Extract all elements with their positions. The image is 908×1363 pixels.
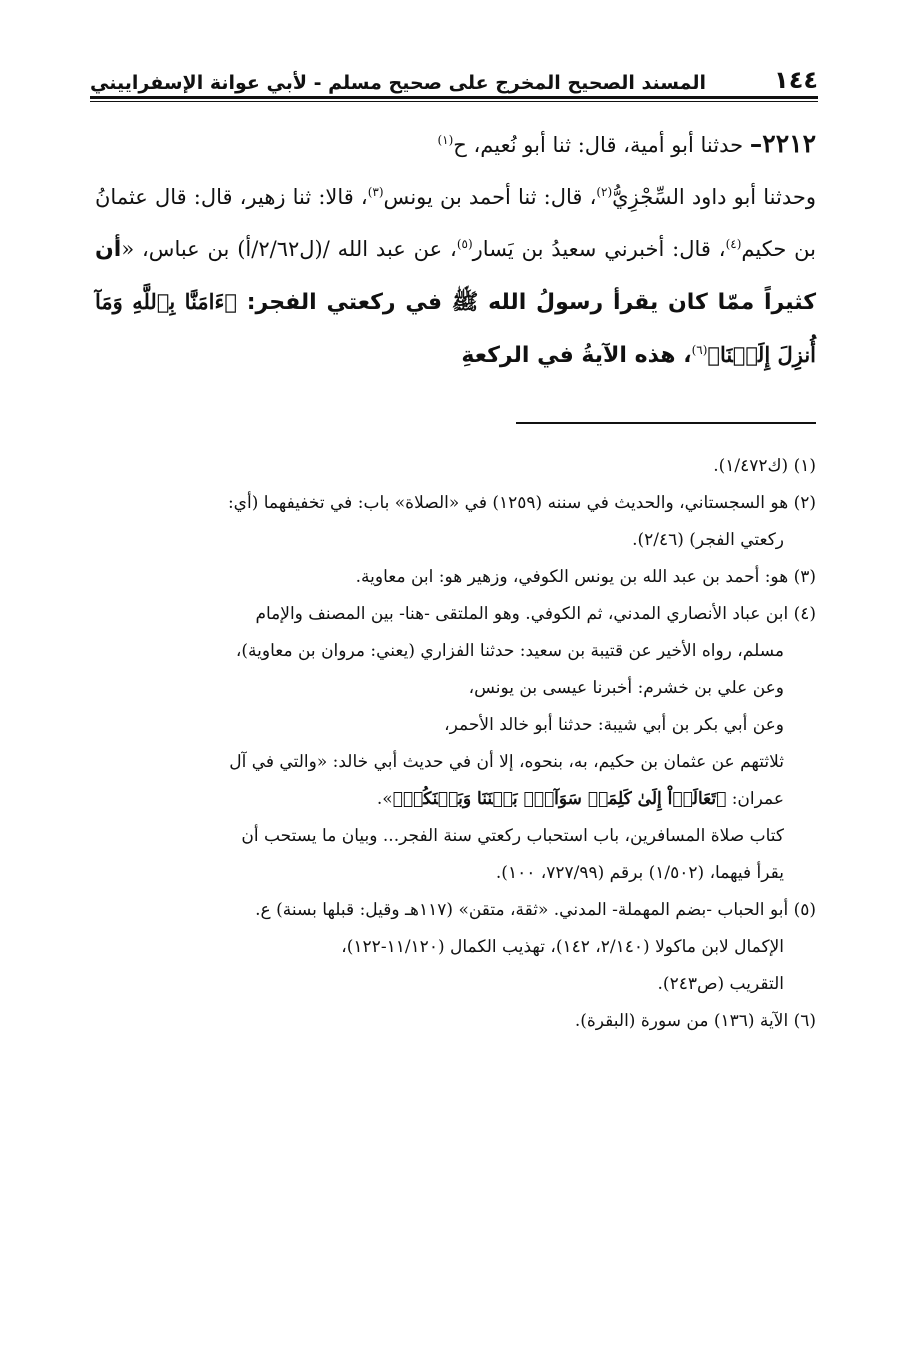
main-text: [95, 118, 816, 382]
footnote-5-line: الإكمال لابن ماكولا (٢/١٤٠، ١٤٢)، تهذيب الكمال (١١/١٢٠-١٢٢)،: [341, 937, 784, 957]
quran-quote: ﴿ءَامَنَّا بِٱللَّهِ وَمَآ أُنزِلَ إِلَيۡنَا﴾: [95, 289, 816, 367]
footnotes: [95, 448, 816, 1040]
hadith-text: [95, 171, 816, 382]
footnote-1: (١) (ك١/٤٧٢).: [713, 456, 816, 476]
page-number: ١٤٤: [774, 66, 818, 94]
footnote-ref-1: (١): [437, 133, 454, 147]
footnote-4-line: [95, 781, 816, 818]
running-title: المسند الصحيح المخرج على صحيح مسلم - لأبي عوانة الإسفراييني: [90, 72, 706, 94]
footnote-5: (٥) أبو الحباب -بضم المهملة- المدني. «ثقة، متقن» (١١٧هـ وقيل: قبلها بسنة) ع.: [255, 900, 816, 920]
footnote-4-line: ثلاثتهم عن عثمان بن حكيم، به، بنحوه، إلا أن في حديث أبي خالد: «والتي في آل: [229, 752, 784, 772]
footnote-ref-6: (٦): [691, 343, 708, 357]
footnote-ref-2: (٢): [596, 185, 613, 199]
footnote-ref-5: (٥): [456, 237, 473, 251]
footnote-ref-4: (٤): [725, 237, 742, 251]
footnote-4-line: كتاب صلاة المسافرين، باب استحباب ركعتي سنة الفجر... وبيان ما يستحب أن: [241, 826, 784, 846]
footnote-4-end: ».: [376, 789, 393, 809]
quran-quote: ﴿تَعَالَوۡاْ إِلَىٰ كَلِمَةٖ سَوَآءِۭ بَيۡنَنَا وَبَيۡنَكُمۡ﴾: [392, 789, 727, 809]
footnote-4-line: يقرأ فيهما، (١/٥٠٢) برقم (٧٢٧/٩٩، ١٠٠).: [495, 863, 784, 883]
footnote-3: (٣) هو: أحمد بن عبد الله بن يونس الكوفي، وزهير هو: ابن معاوية.: [355, 567, 816, 587]
footnote-2: (٢) هو السجستاني، والحديث في سننه (١٢٥٩) في «الصلاة» باب: في تخفيفهما (أي:: [227, 493, 816, 513]
isnad-segment: ، قال: أخبرني سعيدُ بن يَسار: [472, 237, 726, 261]
footnote-4-label: عمران:: [726, 789, 784, 809]
footnote-6: (٦) الآية (١٣٦) من سورة (البقرة).: [574, 1011, 816, 1031]
footnote-ref-3: (٣): [367, 185, 384, 199]
hadith-number: ٢٢١٢–: [749, 129, 816, 158]
isnad-segment: ، قال: ثنا أحمد بن يونس: [383, 185, 597, 209]
hadith-paragraph: [95, 118, 816, 171]
footnote-5-line: التقريب (ص٢٤٣).: [657, 974, 784, 994]
footnote-4-line: مسلم، رواه الأخير عن قتيبة بن سعيد: حدثنا الفزاري (يعني: مروان بن معاوية)،: [235, 641, 784, 661]
page-header: [90, 58, 818, 94]
footnote-4-line: وعن علي بن خشرم: أخبرنا عيسى بن يونس،: [468, 678, 784, 698]
isnad-line-1: حدثنا أبو أمية، قال: ثنا أبو نُعيم، ح: [453, 133, 744, 157]
matn-bold: أن كثيراً ممّا كان يقرأ رسولُ الله ﷺ في ركعتي الفجر:: [95, 237, 816, 315]
footnote-2-continued: ركعتي الفجر) (٢/٤٦).: [632, 530, 784, 550]
isnad-segment: ، عن عبد الله /(ل٢/٦٢/أ) بن عباس، «: [121, 237, 457, 261]
footnote-4-line: وعن أبي بكر بن أبي شيبة: حدثنا أبو خالد الأحمر،: [444, 715, 784, 735]
footnote-separator: [516, 422, 816, 424]
header-rule: [90, 96, 818, 102]
isnad-segment: وحدثنا أبو داود السِّجْزِيُّ: [612, 185, 816, 209]
footnote-4: (٤) ابن عباد الأنصاري المدني، ثم الكوفي. وهو الملتقى -هنا- بين المصنف والإمام: [255, 604, 816, 624]
isnad-segment: ، قالا: ثنا زهير، قال: قال عثمانُ بن حكيم: [95, 185, 816, 261]
matn-bold-continued: ، هذه الآيةُ في الركعةِ: [461, 343, 692, 368]
